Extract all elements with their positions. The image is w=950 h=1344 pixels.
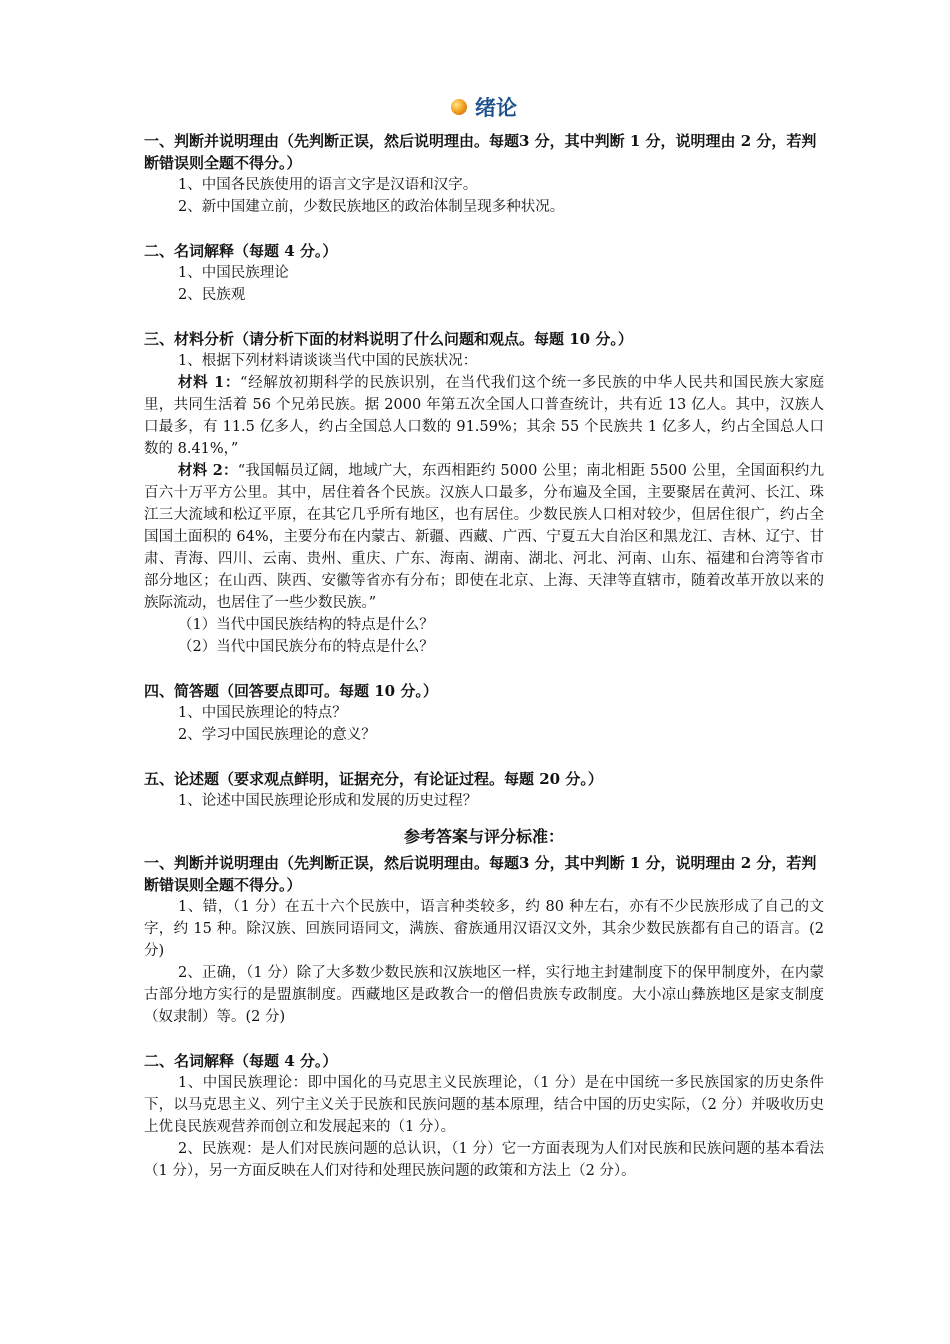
section-4-heading: 四、简答题（回答要点即可。每题 10 分。） xyxy=(144,682,438,700)
answers-section-1-heading: 一、判断并说明理由（先判断正误，然后说明理由。每题3 分，其中判断 1 分，说明理由 2 分，若判断错误则全题不得分。） xyxy=(144,854,817,894)
section-1-heading: 一、判断并说明理由（先判断正误，然后说明理由。每题3 分，其中判断 1 分，说明理由 2 分，若判断错误则全题不得分。） xyxy=(144,132,817,172)
section-3-intro: 1、根据下列材料请谈谈当代中国的民族状况： xyxy=(178,353,478,369)
section-5-heading: 五、论述题（要求观点鲜明，证据充分，有论证过程。每题 20 分。） xyxy=(144,770,603,788)
title-row xyxy=(144,92,824,120)
document-page xyxy=(144,92,824,1182)
answers-title: 参考答案与评分标准： xyxy=(403,827,564,846)
section-1-item: 1、中国各民族使用的语言文字是汉语和汉字。 xyxy=(178,177,478,193)
section-3-question: （2）当代中国民族分布的特点是什么？ xyxy=(178,639,434,655)
section-3-question: （1）当代中国民族结构的特点是什么？ xyxy=(178,617,434,633)
material-2-label: 材料 2： xyxy=(178,462,238,479)
answers-section-2-heading: 二、名词解释（每题 4 分。） xyxy=(144,1052,338,1070)
bullet-icon xyxy=(451,99,467,115)
answer-term-1: 1、中国民族理论：即中国化的马克思主义民族理论，（1 分）是在中国统一多民族国家的历史条件下，以马克思主义、列宁主义关于民族和民族问题的基本原理，结合中国的历史实际，（2 分）并吸收历史上优良民族观营养而创立和发展起来的（1 分）。 xyxy=(144,1075,824,1135)
section-4-item: 1、中国民族理论的特点？ xyxy=(178,705,347,721)
material-1 xyxy=(144,372,824,460)
answer-term-2: 2、民族观：是人们对民族问题的总认识，（1 分）它一方面表现为人们对民族和民族问题的基本看法（1 分），另一方面反映在人们对待和处理民族问题的政策和方法上（2 分）。 xyxy=(144,1141,824,1179)
answer-1: 1、错，（1 分）在五十六个民族中，语言种类较多，约 80 种左右，亦有不少民族形成了自己的文字，约 15 种。除汉族、回族同语同文，满族、畲族通用汉语汉文外，其余少数民族都有自己的语言。(2 分) xyxy=(144,899,824,959)
section-2-item: 2、民族观 xyxy=(178,287,246,303)
material-1-text: “经解放初期科学的民族识别，在当代我们这个统一多民族的中华人民共和国民族大家庭里，共同生活着 56 个兄弟民族。据 2000 年第五次全国人口普查统计，共有近 13 亿人。其中，汉族人口最多，有 11.5 亿多人，约占全国总人口数的 91.59%；其余 55 个民族共 1 亿多人，约占全国总人口数的 8.41%，” xyxy=(144,375,824,457)
section-2-item: 1、中国民族理论 xyxy=(178,265,289,281)
document-title: 绪论 xyxy=(475,96,517,120)
section-2-heading: 二、名词解释（每题 4 分。） xyxy=(144,242,338,260)
material-2-text: “我国幅员辽阔，地域广大，东西相距约 5000 公里；南北相距 5500 公里，全国面积约九百六十万平方公里。其中，居住着各个民族。汉族人口最多，分布遍及全国，主要聚居在黄河、长江、珠江三大流域和松辽平原，在其它几乎所有地区，也有居住。少数民族人口相对较少，但居住很广，约占全国国土面积的 64%，主要分布在内蒙古、新疆、西藏、广西、宁夏五大自治区和黑龙江、吉林、辽宁、甘肃、青海、四川、云南、贵州、重庆、广东、海南、湖南、湖北、河北、河南、山东、福建和台湾等省市部分地区；在山西、陕西、安徽等省亦有分布；即使在北京、上海、天津等直辖市，随着改革开放以来的族际流动，也居住了一些少数民族。” xyxy=(144,463,824,611)
section-3-heading: 三、材料分析（请分析下面的材料说明了什么问题和观点。每题 10 分。） xyxy=(144,330,633,348)
section-5-item: 1、论述中国民族理论形成和发展的历史过程？ xyxy=(178,793,478,809)
material-1-label: 材料 1： xyxy=(178,374,241,391)
section-1-item: 2、新中国建立前，少数民族地区的政治体制呈现多种状况。 xyxy=(178,199,565,215)
section-4-item: 2、学习中国民族理论的意义？ xyxy=(178,727,376,743)
material-2 xyxy=(144,460,824,614)
answer-2: 2、正确，（1 分）除了大多数少数民族和汉族地区一样，实行地主封建制度下的保甲制度外，在内蒙古部分地方实行的是盟旗制度。西藏地区是政教合一的僧侣贵族专政制度。大小凉山彝族地区是家支制度（奴隶制）等。(2 分) xyxy=(144,965,824,1025)
